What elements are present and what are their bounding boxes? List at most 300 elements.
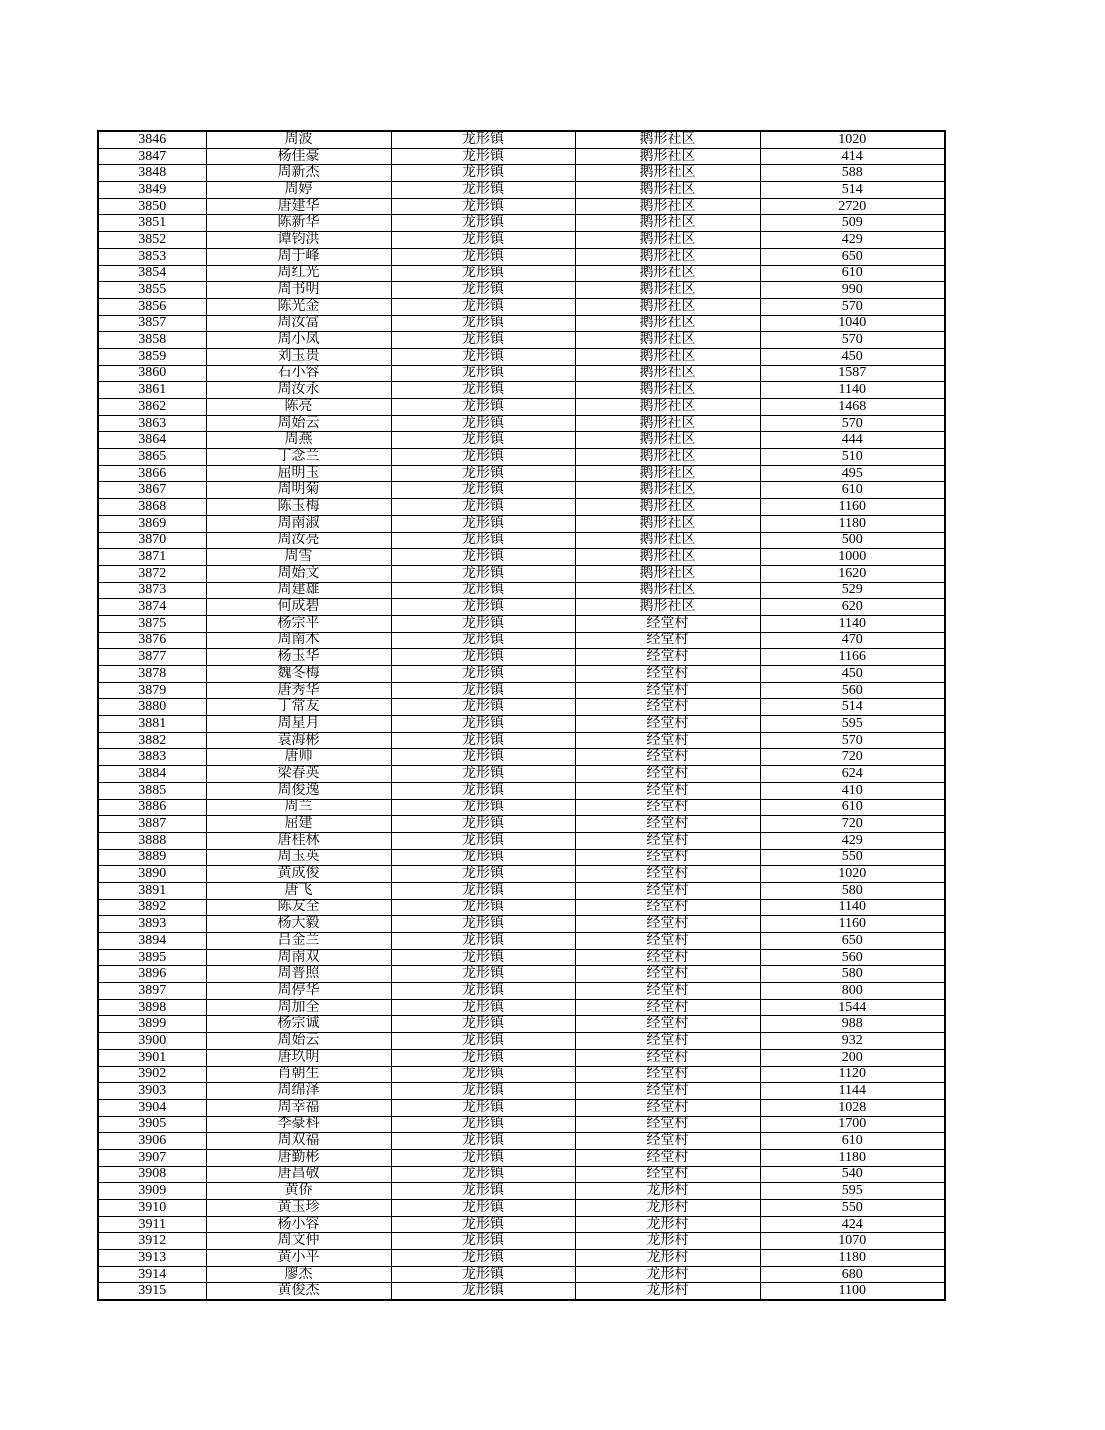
community-cell: 鹅形社区 — [575, 382, 760, 399]
name-cell: 周加全 — [206, 999, 391, 1016]
community-cell: 鹅形社区 — [575, 532, 760, 549]
town-cell: 龙形镇 — [391, 315, 575, 332]
community-cell: 经堂村 — [575, 1066, 760, 1083]
row-number-cell: 3883 — [98, 749, 206, 766]
name-cell: 唐桂林 — [206, 832, 391, 849]
name-cell: 袁海彬 — [206, 732, 391, 749]
name-cell: 周汝永 — [206, 382, 391, 399]
amount-cell: 1544 — [760, 999, 945, 1016]
table-row — [98, 866, 945, 883]
amount-cell: 1100 — [760, 1283, 945, 1300]
name-cell: 陈光金 — [206, 298, 391, 315]
name-cell: 周停华 — [206, 983, 391, 1000]
name-cell: 梁春英 — [206, 766, 391, 783]
row-number-cell: 3881 — [98, 716, 206, 733]
community-cell: 龙形村 — [575, 1266, 760, 1283]
name-cell: 周星月 — [206, 716, 391, 733]
amount-cell: 200 — [760, 1049, 945, 1066]
town-cell: 龙形镇 — [391, 432, 575, 449]
table-row — [98, 298, 945, 315]
community-cell: 鹅形社区 — [575, 415, 760, 432]
table-row — [98, 615, 945, 632]
amount-cell: 500 — [760, 532, 945, 549]
town-cell: 龙形镇 — [391, 365, 575, 382]
community-cell: 鹅形社区 — [575, 165, 760, 182]
community-cell: 鹅形社区 — [575, 499, 760, 516]
table-row — [98, 1283, 945, 1300]
amount-cell: 588 — [760, 165, 945, 182]
amount-cell: 570 — [760, 332, 945, 349]
row-number-cell: 3867 — [98, 482, 206, 499]
amount-cell: 1160 — [760, 916, 945, 933]
amount-cell: 1028 — [760, 1099, 945, 1116]
table-row — [98, 1066, 945, 1083]
amount-cell: 1700 — [760, 1116, 945, 1133]
name-cell: 杨大毅 — [206, 916, 391, 933]
name-cell: 周汝亮 — [206, 532, 391, 549]
town-cell: 龙形镇 — [391, 949, 575, 966]
name-cell: 周兰 — [206, 799, 391, 816]
row-number-cell: 3853 — [98, 248, 206, 265]
name-cell: 黄玉珍 — [206, 1200, 391, 1217]
amount-cell: 529 — [760, 582, 945, 599]
row-number-cell: 3877 — [98, 649, 206, 666]
community-cell: 龙形村 — [575, 1283, 760, 1300]
name-cell: 魏冬梅 — [206, 666, 391, 683]
community-cell: 鹅形社区 — [575, 131, 760, 148]
community-cell: 鹅形社区 — [575, 198, 760, 215]
row-number-cell: 3895 — [98, 949, 206, 966]
community-cell: 经堂村 — [575, 1166, 760, 1183]
amount-cell: 1160 — [760, 499, 945, 516]
table-row — [98, 1133, 945, 1150]
town-cell: 龙形镇 — [391, 1283, 575, 1300]
amount-cell: 720 — [760, 749, 945, 766]
amount-cell: 444 — [760, 432, 945, 449]
name-cell: 周小凤 — [206, 332, 391, 349]
table-row — [98, 1233, 945, 1250]
amount-cell: 610 — [760, 482, 945, 499]
name-cell: 周燕 — [206, 432, 391, 449]
row-number-cell: 3898 — [98, 999, 206, 1016]
amount-cell: 1140 — [760, 382, 945, 399]
town-cell: 龙形镇 — [391, 248, 575, 265]
table-row — [98, 582, 945, 599]
name-cell: 唐飞 — [206, 882, 391, 899]
row-number-cell: 3859 — [98, 348, 206, 365]
community-cell: 龙形村 — [575, 1200, 760, 1217]
name-cell: 周汝富 — [206, 315, 391, 332]
amount-cell: 450 — [760, 348, 945, 365]
row-number-cell: 3876 — [98, 632, 206, 649]
table-row — [98, 699, 945, 716]
amount-cell: 610 — [760, 265, 945, 282]
name-cell: 周文仲 — [206, 1233, 391, 1250]
amount-cell: 510 — [760, 449, 945, 466]
table-row — [98, 465, 945, 482]
name-cell: 周于峰 — [206, 248, 391, 265]
amount-cell: 1020 — [760, 131, 945, 148]
row-number-cell: 3907 — [98, 1149, 206, 1166]
name-cell: 杨宗平 — [206, 615, 391, 632]
name-cell: 周明菊 — [206, 482, 391, 499]
name-cell: 陈玉梅 — [206, 499, 391, 516]
table-row — [98, 415, 945, 432]
row-number-cell: 3914 — [98, 1266, 206, 1283]
name-cell: 周始云 — [206, 1033, 391, 1050]
name-cell: 周始文 — [206, 565, 391, 582]
name-cell: 黄小平 — [206, 1250, 391, 1267]
table-row — [98, 348, 945, 365]
amount-cell: 580 — [760, 882, 945, 899]
table-row — [98, 532, 945, 549]
amount-cell: 560 — [760, 949, 945, 966]
town-cell: 龙形镇 — [391, 1083, 575, 1100]
table-row — [98, 749, 945, 766]
town-cell: 龙形镇 — [391, 1183, 575, 1200]
row-number-cell: 3884 — [98, 766, 206, 783]
name-cell: 谭钧洪 — [206, 232, 391, 249]
name-cell: 周雪 — [206, 549, 391, 566]
town-cell: 龙形镇 — [391, 1049, 575, 1066]
table-row — [98, 499, 945, 516]
row-number-cell: 3904 — [98, 1099, 206, 1116]
amount-cell: 624 — [760, 766, 945, 783]
row-number-cell: 3891 — [98, 882, 206, 899]
table-row — [98, 816, 945, 833]
town-cell: 龙形镇 — [391, 348, 575, 365]
name-cell: 肖朝生 — [206, 1066, 391, 1083]
town-cell: 龙形镇 — [391, 565, 575, 582]
row-number-cell: 3860 — [98, 365, 206, 382]
name-cell: 唐帅 — [206, 749, 391, 766]
name-cell: 廖杰 — [206, 1266, 391, 1283]
name-cell: 刘玉贵 — [206, 348, 391, 365]
table-row — [98, 1166, 945, 1183]
table-row — [98, 666, 945, 683]
community-cell: 鹅形社区 — [575, 365, 760, 382]
town-cell: 龙形镇 — [391, 1233, 575, 1250]
table-row — [98, 849, 945, 866]
table-row — [98, 1083, 945, 1100]
row-number-cell: 3871 — [98, 549, 206, 566]
town-cell: 龙形镇 — [391, 782, 575, 799]
table-row — [98, 515, 945, 532]
row-number-cell: 3854 — [98, 265, 206, 282]
town-cell: 龙形镇 — [391, 515, 575, 532]
community-cell: 经堂村 — [575, 1033, 760, 1050]
row-number-cell: 3865 — [98, 449, 206, 466]
community-cell: 经堂村 — [575, 1083, 760, 1100]
community-cell: 经堂村 — [575, 766, 760, 783]
table-row — [98, 565, 945, 582]
community-cell: 经堂村 — [575, 1016, 760, 1033]
amount-cell: 1620 — [760, 565, 945, 582]
town-cell: 龙形镇 — [391, 1099, 575, 1116]
amount-cell: 1180 — [760, 515, 945, 532]
table-row — [98, 1250, 945, 1267]
name-cell: 屈建 — [206, 816, 391, 833]
row-number-cell: 3878 — [98, 666, 206, 683]
amount-cell: 720 — [760, 816, 945, 833]
name-cell: 唐昌敬 — [206, 1166, 391, 1183]
row-number-cell: 3887 — [98, 816, 206, 833]
amount-cell: 450 — [760, 666, 945, 683]
name-cell: 周俊逸 — [206, 782, 391, 799]
row-number-cell: 3912 — [98, 1233, 206, 1250]
community-cell: 经堂村 — [575, 682, 760, 699]
amount-cell: 570 — [760, 298, 945, 315]
table-row — [98, 832, 945, 849]
town-cell: 龙形镇 — [391, 766, 575, 783]
town-cell: 龙形镇 — [391, 1016, 575, 1033]
community-cell: 鹅形社区 — [575, 182, 760, 199]
row-number-cell: 3852 — [98, 232, 206, 249]
town-cell: 龙形镇 — [391, 1166, 575, 1183]
name-cell: 吕金兰 — [206, 933, 391, 950]
community-cell: 经堂村 — [575, 732, 760, 749]
town-cell: 龙形镇 — [391, 465, 575, 482]
community-cell: 鹅形社区 — [575, 549, 760, 566]
amount-cell: 424 — [760, 1216, 945, 1233]
community-cell: 经堂村 — [575, 632, 760, 649]
amount-cell: 610 — [760, 799, 945, 816]
row-number-cell: 3897 — [98, 983, 206, 1000]
town-cell: 龙形镇 — [391, 682, 575, 699]
table-row — [98, 1266, 945, 1283]
name-cell: 石小容 — [206, 365, 391, 382]
table-row — [98, 449, 945, 466]
town-cell: 龙形镇 — [391, 599, 575, 616]
table-row — [98, 1116, 945, 1133]
name-cell: 黄成俊 — [206, 866, 391, 883]
town-cell: 龙形镇 — [391, 298, 575, 315]
community-cell: 经堂村 — [575, 1116, 760, 1133]
amount-cell: 680 — [760, 1266, 945, 1283]
amount-cell: 1144 — [760, 1083, 945, 1100]
table-row — [98, 1200, 945, 1217]
community-cell: 鹅形社区 — [575, 482, 760, 499]
name-cell: 屈明玉 — [206, 465, 391, 482]
table-row — [98, 599, 945, 616]
row-number-cell: 3911 — [98, 1216, 206, 1233]
table-row — [98, 766, 945, 783]
row-number-cell: 3857 — [98, 315, 206, 332]
community-cell: 经堂村 — [575, 699, 760, 716]
community-cell: 鹅形社区 — [575, 432, 760, 449]
table-row — [98, 365, 945, 382]
amount-cell: 410 — [760, 782, 945, 799]
amount-cell: 570 — [760, 415, 945, 432]
amount-cell: 1180 — [760, 1149, 945, 1166]
community-cell: 鹅形社区 — [575, 248, 760, 265]
row-number-cell: 3910 — [98, 1200, 206, 1217]
community-cell: 鹅形社区 — [575, 599, 760, 616]
community-cell: 经堂村 — [575, 849, 760, 866]
row-number-cell: 3851 — [98, 215, 206, 232]
community-cell: 经堂村 — [575, 1149, 760, 1166]
table-row — [98, 232, 945, 249]
town-cell: 龙形镇 — [391, 933, 575, 950]
town-cell: 龙形镇 — [391, 382, 575, 399]
community-cell: 经堂村 — [575, 966, 760, 983]
community-cell: 龙形村 — [575, 1183, 760, 1200]
community-cell: 经堂村 — [575, 1099, 760, 1116]
row-number-cell: 3863 — [98, 415, 206, 432]
name-cell: 周书明 — [206, 282, 391, 299]
row-number-cell: 3894 — [98, 933, 206, 950]
town-cell: 龙形镇 — [391, 482, 575, 499]
row-number-cell: 3855 — [98, 282, 206, 299]
amount-cell: 540 — [760, 1166, 945, 1183]
table-row — [98, 682, 945, 699]
table-row — [98, 165, 945, 182]
community-cell: 经堂村 — [575, 615, 760, 632]
amount-cell: 514 — [760, 182, 945, 199]
name-cell: 唐秀华 — [206, 682, 391, 699]
name-cell: 黄侨 — [206, 1183, 391, 1200]
amount-cell: 1587 — [760, 365, 945, 382]
table-row — [98, 382, 945, 399]
name-cell: 周绵泽 — [206, 1083, 391, 1100]
community-cell: 经堂村 — [575, 899, 760, 916]
town-cell: 龙形镇 — [391, 1266, 575, 1283]
town-cell: 龙形镇 — [391, 232, 575, 249]
town-cell: 龙形镇 — [391, 632, 575, 649]
community-cell: 鹅形社区 — [575, 232, 760, 249]
amount-cell: 580 — [760, 966, 945, 983]
amount-cell: 650 — [760, 933, 945, 950]
amount-cell: 2720 — [760, 198, 945, 215]
table-row — [98, 482, 945, 499]
table-row — [98, 983, 945, 1000]
amount-cell: 550 — [760, 1200, 945, 1217]
town-cell: 龙形镇 — [391, 165, 575, 182]
community-cell: 经堂村 — [575, 799, 760, 816]
town-cell: 龙形镇 — [391, 866, 575, 883]
row-number-cell: 3868 — [98, 499, 206, 516]
table-body — [98, 131, 945, 1300]
table-row — [98, 549, 945, 566]
town-cell: 龙形镇 — [391, 899, 575, 916]
name-cell: 周始云 — [206, 415, 391, 432]
row-number-cell: 3900 — [98, 1033, 206, 1050]
town-cell: 龙形镇 — [391, 131, 575, 148]
community-cell: 鹅形社区 — [575, 298, 760, 315]
row-number-cell: 3846 — [98, 131, 206, 148]
amount-cell: 1140 — [760, 615, 945, 632]
community-cell: 经堂村 — [575, 916, 760, 933]
row-number-cell: 3885 — [98, 782, 206, 799]
community-cell: 经堂村 — [575, 666, 760, 683]
community-cell: 鹅形社区 — [575, 348, 760, 365]
row-number-cell: 3896 — [98, 966, 206, 983]
name-cell: 陈友全 — [206, 899, 391, 916]
amount-cell: 932 — [760, 1033, 945, 1050]
table-row — [98, 632, 945, 649]
community-cell: 鹅形社区 — [575, 399, 760, 416]
community-cell: 经堂村 — [575, 649, 760, 666]
amount-cell: 1070 — [760, 1233, 945, 1250]
community-cell: 鹅形社区 — [575, 148, 760, 165]
table-row — [98, 732, 945, 749]
community-cell: 鹅形社区 — [575, 449, 760, 466]
community-cell: 鹅形社区 — [575, 465, 760, 482]
amount-cell: 1020 — [760, 866, 945, 883]
amount-cell: 1040 — [760, 315, 945, 332]
table-row — [98, 799, 945, 816]
amount-cell: 610 — [760, 1133, 945, 1150]
name-cell: 黄俊杰 — [206, 1283, 391, 1300]
name-cell: 周红光 — [206, 265, 391, 282]
town-cell: 龙形镇 — [391, 265, 575, 282]
amount-cell: 1000 — [760, 549, 945, 566]
amount-cell: 620 — [760, 599, 945, 616]
table-row — [98, 198, 945, 215]
row-number-cell: 3869 — [98, 515, 206, 532]
name-cell: 周幸福 — [206, 1099, 391, 1116]
table-row — [98, 782, 945, 799]
table-row — [98, 933, 945, 950]
community-cell: 龙形村 — [575, 1233, 760, 1250]
community-cell: 经堂村 — [575, 782, 760, 799]
town-cell: 龙形镇 — [391, 649, 575, 666]
row-number-cell: 3847 — [98, 148, 206, 165]
amount-cell: 1180 — [760, 1250, 945, 1267]
name-cell: 唐玖明 — [206, 1049, 391, 1066]
table-row — [98, 265, 945, 282]
table-row — [98, 148, 945, 165]
town-cell: 龙形镇 — [391, 966, 575, 983]
row-number-cell: 3848 — [98, 165, 206, 182]
table-row — [98, 1033, 945, 1050]
row-number-cell: 3872 — [98, 565, 206, 582]
town-cell: 龙形镇 — [391, 666, 575, 683]
town-cell: 龙形镇 — [391, 1033, 575, 1050]
name-cell: 杨小容 — [206, 1216, 391, 1233]
community-cell: 经堂村 — [575, 999, 760, 1016]
community-cell: 经堂村 — [575, 866, 760, 883]
amount-cell: 470 — [760, 632, 945, 649]
table-row — [98, 1149, 945, 1166]
table-row — [98, 882, 945, 899]
row-number-cell: 3879 — [98, 682, 206, 699]
table-row — [98, 282, 945, 299]
community-cell: 经堂村 — [575, 949, 760, 966]
row-number-cell: 3908 — [98, 1166, 206, 1183]
row-number-cell: 3864 — [98, 432, 206, 449]
name-cell: 周玉英 — [206, 849, 391, 866]
row-number-cell: 3880 — [98, 699, 206, 716]
town-cell: 龙形镇 — [391, 499, 575, 516]
table-row — [98, 1016, 945, 1033]
name-cell: 周建雄 — [206, 582, 391, 599]
row-number-cell: 3890 — [98, 866, 206, 883]
community-cell: 鹅形社区 — [575, 565, 760, 582]
table-row — [98, 332, 945, 349]
town-cell: 龙形镇 — [391, 1250, 575, 1267]
name-cell: 杨玉华 — [206, 649, 391, 666]
amount-cell: 550 — [760, 849, 945, 866]
amount-cell: 429 — [760, 832, 945, 849]
name-cell: 丁念兰 — [206, 449, 391, 466]
amount-cell: 560 — [760, 682, 945, 699]
row-number-cell: 3866 — [98, 465, 206, 482]
town-cell: 龙形镇 — [391, 999, 575, 1016]
town-cell: 龙形镇 — [391, 549, 575, 566]
row-number-cell: 3870 — [98, 532, 206, 549]
name-cell: 周婷 — [206, 182, 391, 199]
